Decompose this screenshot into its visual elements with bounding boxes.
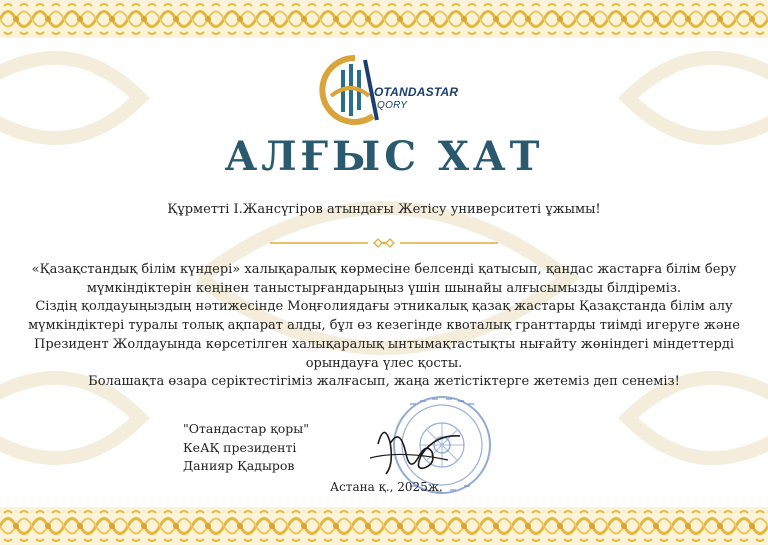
greeting-line: Құрметті І.Жансүгіров атындағы Жетісу университеті ұжымы!: [167, 202, 601, 217]
place-and-date: Астана қ., 2025ж.: [330, 480, 443, 494]
signatory-name: Данияр Қадыров: [183, 458, 295, 473]
ornamental-divider: [270, 236, 498, 250]
body-paragraph-1: «Қазақстандық білім күндері» халықаралық көрмесіне белсенді қатысып, қандас жастарға білім беру мүмкіндіктерін кеңінен таныстырғандарыңыз үшін шынайы алғысымызды білдіреміз.: [31, 262, 737, 296]
document-title: АЛҒЫС ХАТ: [224, 133, 544, 180]
letter-body: [24, 261, 744, 392]
body-paragraph-2: Сіздің қолдауыңыздың нәтижесінде Моңғолиядағы этникалық қазақ жастары Қазақстанда білім алу мүмкіндіктері туралы толық ақпарат алды, бұл өз кезегінде квоталық гранттарды тиімді игеруге және Президент Жолдауында көрсетілген халықаралық ынтымақтастықты нығайту жөніндегі міндеттерді орындауға үлес қосты.: [28, 299, 740, 371]
logo-name-line2: QORY: [377, 100, 408, 111]
top-ornamental-border: [0, 0, 768, 38]
signatory-position: КеАҚ президенті: [183, 439, 297, 455]
signatory-block: [183, 420, 309, 476]
logo-name-line1: OTANDASTAR: [374, 85, 459, 99]
bottom-ornamental-border: [0, 507, 768, 545]
signatory-org: "Отандастар қоры": [183, 421, 309, 436]
handwritten-signature: [360, 414, 480, 484]
body-paragraph-3: Болашақта өзара серіктестігіміз жалғасып, жаңа жетістіктерге жетеміз деп сенеміз!: [88, 374, 680, 390]
